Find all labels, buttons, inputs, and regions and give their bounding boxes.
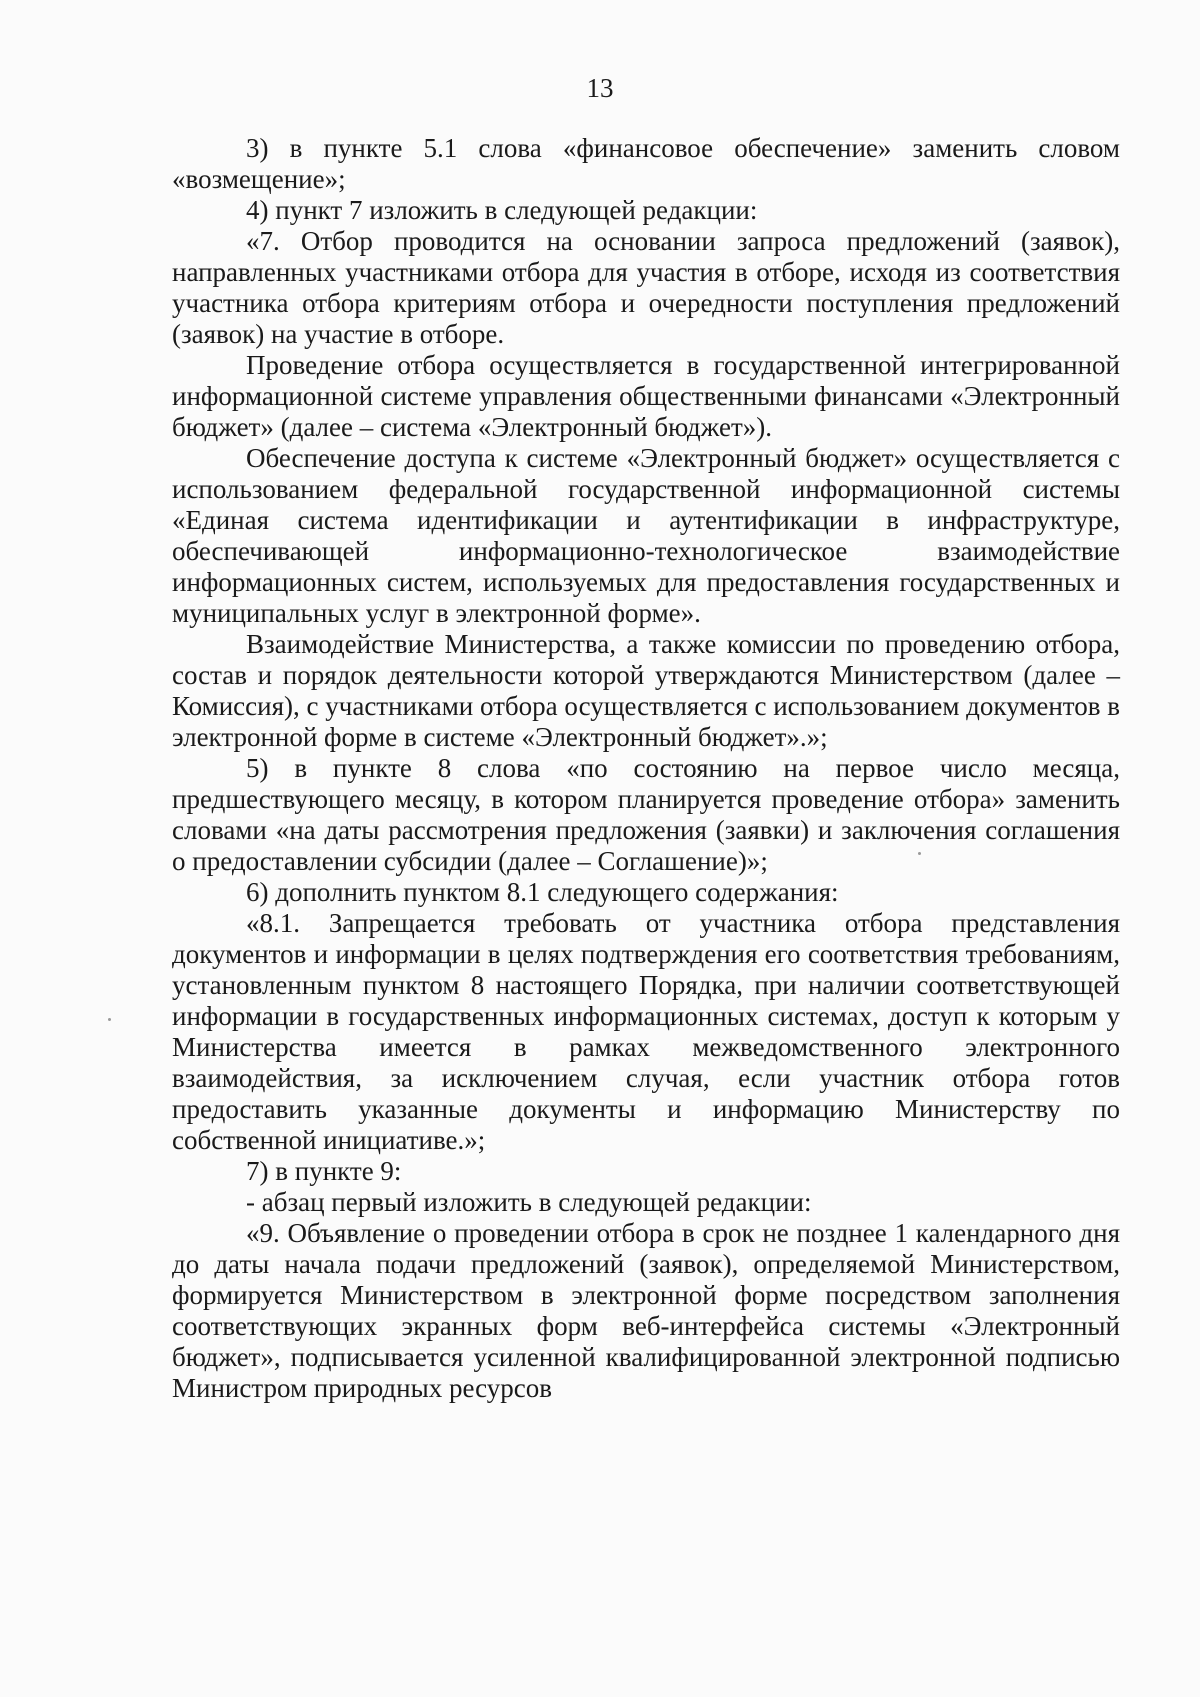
paragraph: «7. Отбор проводится на основании запроса предложений (заявок), направленных участниками отбора для участия в отборе, исходя из соответствия участника отбора критериям отбора и очередности поступления предложений (заявок) на участие в отборе. xyxy=(172,226,1120,349)
page-number: 13 xyxy=(586,73,614,103)
paragraph: 3) в пункте 5.1 слова «финансовое обеспечение» заменить словом «возмещение»; xyxy=(172,133,1120,194)
paragraph: «8.1. Запрещается требовать от участника отбора представления документов и информации в целях подтверждения его соответствия требованиям, установленным пунктом 8 настоящего Порядка, при наличии соответствующей информации в государственных информационных системах, доступ к которым у Министерства имеется в рамках межведомственного электронного взаимодействия, за исключением случая, если участник отбора готов предоставить указанные документы и информацию Министерству по собственной инициативе.»; xyxy=(172,908,1120,1155)
paragraph: 4) пункт 7 изложить в следующей редакции: xyxy=(246,195,758,225)
paragraph: «9. Объявление о проведении отбора в срок не позднее 1 календарного дня до даты начала подачи предложений (заявок), определяемой Министерством, формируется Министерством в электронной форме посредством заполнения соответствующих экранных форм веб-интерфейса системы «Электронный бюджет», подписывается усиленной квалифицированной электронной подписью Министром природных ресурсов xyxy=(172,1218,1120,1403)
paragraph: 5) в пункте 8 слова «по состоянию на первое число месяца, предшествующего месяцу, в котором планируется проведение отбора» заменить словами «на даты рассмотрения предложения (заявки) и заключения соглашения о предоставлении субсидии (далее – Соглашение)»; xyxy=(172,753,1120,876)
paragraph: 7) в пункте 9: xyxy=(246,1156,402,1186)
paragraph: Взаимодействие Министерства, а также комиссии по проведению отбора, состав и порядок деятельности которой утверждаются Министерством (далее – Комиссия), с участниками отбора осуществляется с использованием документов в электронной форме в системе «Электронный бюджет».»; xyxy=(172,629,1120,752)
scan-speck xyxy=(108,1018,111,1021)
paragraph: - абзац первый изложить в следующей редакции: xyxy=(246,1187,812,1217)
paragraph: Проведение отбора осуществляется в государственной интегрированной информационной системе управления общественными финансами «Электронный бюджет» (далее – система «Электронный бюджет»). xyxy=(172,350,1120,442)
paragraph: Обеспечение доступа к системе «Электронный бюджет» осуществляется с использованием федеральной государственной информационной системы «Единая система идентификации и аутентификации в инфраструктуре, обеспечивающей информационно-технологическое взаимодействие информационных систем, используемых для предоставления государственных и муниципальных услуг в электронной форме». xyxy=(172,443,1120,628)
document-body xyxy=(172,133,1120,1404)
scan-speck xyxy=(918,852,921,855)
paragraph: 6) дополнить пунктом 8.1 следующего содержания: xyxy=(246,877,839,907)
